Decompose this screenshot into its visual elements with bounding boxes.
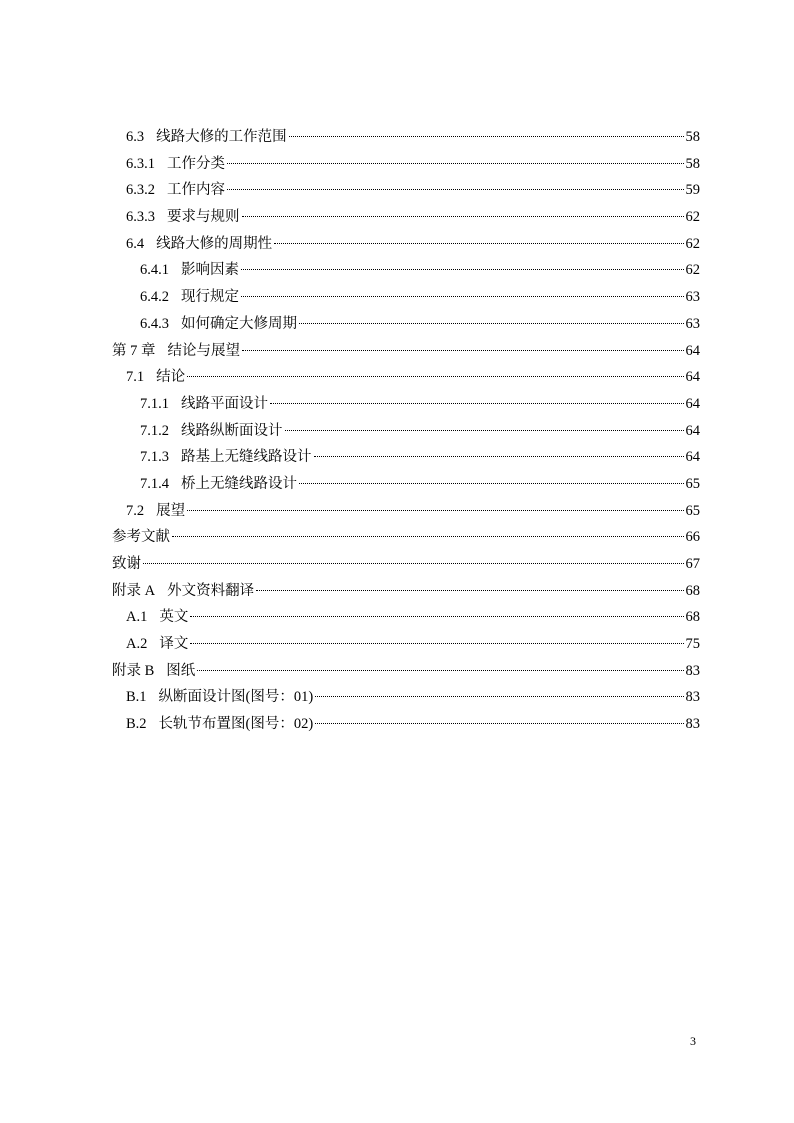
toc-entry[interactable] xyxy=(112,231,700,258)
toc-entry[interactable] xyxy=(112,444,700,471)
toc-entry-number: 7.1.4 xyxy=(140,475,169,492)
toc-entry-title: 线路平面设计 xyxy=(181,395,268,412)
toc-entry-title: 外文资料翻译 xyxy=(167,582,255,599)
toc-entry-number: 第 7 章 xyxy=(112,342,156,359)
dot-leader xyxy=(227,163,684,164)
toc-entry-title: 英文 xyxy=(159,609,189,626)
toc-entry-number: 6.3.2 xyxy=(126,182,155,199)
dot-leader xyxy=(197,670,683,671)
toc-entry-page: 75 xyxy=(685,636,700,653)
dot-leader xyxy=(315,696,683,697)
toc-entry-page: 64 xyxy=(685,369,700,386)
toc-entry-title: 译文 xyxy=(159,636,189,653)
toc-entry-title: 现行规定 xyxy=(181,289,239,306)
toc-entry-title: 影响因素 xyxy=(181,262,239,279)
toc-entry-number: 7.2 xyxy=(126,502,145,519)
toc-entry-page: 58 xyxy=(685,155,700,172)
toc-entry-number: 附录 B xyxy=(112,662,155,679)
toc-entry-number: B.1 xyxy=(126,689,147,706)
dot-leader xyxy=(241,296,684,297)
toc-entry-number: 6.3.3 xyxy=(126,209,155,226)
toc-entry-title: 图纸 xyxy=(166,662,196,679)
toc-entry[interactable] xyxy=(112,658,700,685)
dot-leader xyxy=(242,216,684,217)
toc-entry[interactable] xyxy=(112,524,700,551)
toc-entry-title: 要求与规则 xyxy=(167,209,240,226)
toc-entry-number: 6.3 xyxy=(126,129,145,145)
toc-entry-page: 65 xyxy=(685,502,700,519)
toc-entry-title: 结论与展望 xyxy=(167,342,240,359)
toc-entry-number: 6.4 xyxy=(126,235,145,252)
toc-entry-title: 如何确定大修周期 xyxy=(181,315,297,332)
toc-entry[interactable] xyxy=(112,204,700,231)
toc-entry-number: 6.4.1 xyxy=(140,262,169,279)
toc-entry-title: 致谢 xyxy=(112,556,141,572)
toc-entry-title: 结论 xyxy=(156,369,186,386)
toc-entry-page: 83 xyxy=(685,716,700,733)
dot-leader xyxy=(314,456,684,457)
toc-entry-number: 附录 A xyxy=(112,582,156,599)
toc-entry-page: 68 xyxy=(685,582,700,599)
toc-entry-page: 64 xyxy=(685,342,700,359)
toc-entry-page: 66 xyxy=(685,529,700,546)
toc-entry-title: 长轨节布置图(图号：02) xyxy=(158,716,314,733)
toc-entry[interactable] xyxy=(112,391,700,418)
toc-entry-page: 58 xyxy=(685,129,700,145)
toc-entry-page: 59 xyxy=(685,182,700,199)
toc-entry-page: 63 xyxy=(685,315,700,332)
toc-entry-page: 62 xyxy=(685,235,700,252)
toc-entry-title: 线路大修的周期性 xyxy=(156,235,273,252)
toc-entry-page: 63 xyxy=(685,289,700,306)
toc-entry-number: 7.1 xyxy=(126,369,145,386)
toc-entry[interactable] xyxy=(112,551,700,578)
toc-entry-title: 工作内容 xyxy=(167,182,225,199)
toc-entry[interactable] xyxy=(112,418,700,445)
table-of-contents xyxy=(112,124,700,738)
toc-entry-page: 65 xyxy=(685,475,700,492)
dot-leader xyxy=(299,323,684,324)
toc-entry-number: 7.1.2 xyxy=(140,422,169,439)
dot-leader xyxy=(190,643,683,644)
toc-entry-title: 路基上无缝线路设计 xyxy=(181,449,312,466)
toc-entry-page: 62 xyxy=(685,209,700,226)
dot-leader xyxy=(256,590,683,591)
toc-entry-number: 7.1.3 xyxy=(140,449,169,466)
dot-leader xyxy=(285,430,684,431)
toc-entry-page: 83 xyxy=(685,662,700,679)
toc-entry-title: 展望 xyxy=(156,502,186,519)
dot-leader xyxy=(143,563,684,564)
toc-entry[interactable] xyxy=(112,631,700,658)
toc-entry-number: A.2 xyxy=(126,636,148,653)
dot-leader xyxy=(274,243,683,244)
toc-entry[interactable] xyxy=(112,498,700,525)
toc-entry[interactable] xyxy=(112,604,700,631)
toc-entry[interactable] xyxy=(112,284,700,311)
toc-entry-number: 7.1.1 xyxy=(140,395,169,412)
toc-entry[interactable] xyxy=(112,151,700,178)
dot-leader xyxy=(187,510,683,511)
toc-entry[interactable] xyxy=(112,311,700,338)
toc-entry-number: 6.4.2 xyxy=(140,289,169,306)
toc-entry-title: 桥上无缝线路设计 xyxy=(181,475,297,492)
toc-entry[interactable] xyxy=(112,257,700,284)
toc-entry-page: 68 xyxy=(685,609,700,626)
toc-entry-number: 6.3.1 xyxy=(126,155,155,172)
toc-entry-page: 64 xyxy=(685,395,700,412)
toc-entry[interactable] xyxy=(112,364,700,391)
dot-leader xyxy=(227,189,684,190)
toc-entry-number: B.2 xyxy=(126,716,147,733)
toc-entry-number: A.1 xyxy=(126,609,148,626)
toc-entry-title: 线路纵断面设计 xyxy=(181,422,283,439)
toc-entry-page: 83 xyxy=(685,689,700,706)
toc-entry-number: 6.4.3 xyxy=(140,315,169,332)
toc-entry[interactable] xyxy=(112,124,700,151)
toc-entry-title: 参考文献 xyxy=(112,529,170,546)
toc-entry[interactable] xyxy=(112,711,700,738)
page-number: 3 xyxy=(690,1034,696,1048)
toc-entry[interactable] xyxy=(112,684,700,711)
toc-entry-title: 工作分类 xyxy=(167,155,225,172)
dot-leader xyxy=(187,376,683,377)
dot-leader xyxy=(241,269,684,270)
dot-leader xyxy=(315,723,683,724)
dot-leader xyxy=(242,350,684,351)
dot-leader xyxy=(289,136,684,137)
toc-entry-page: 64 xyxy=(685,422,700,439)
toc-entry-page: 62 xyxy=(685,262,700,279)
dot-leader xyxy=(172,536,684,537)
toc-entry[interactable] xyxy=(112,338,700,365)
toc-entry-page: 64 xyxy=(685,449,700,466)
dot-leader xyxy=(190,616,683,617)
dot-leader xyxy=(299,483,684,484)
toc-entry-title: 线路大修的工作范围 xyxy=(156,129,287,145)
dot-leader xyxy=(270,403,684,404)
toc-entry[interactable] xyxy=(112,177,700,204)
toc-entry[interactable] xyxy=(112,578,700,605)
toc-entry-page: 67 xyxy=(685,556,700,572)
toc-entry-title: 纵断面设计图(图号：01) xyxy=(158,689,314,706)
toc-entry[interactable] xyxy=(112,471,700,498)
